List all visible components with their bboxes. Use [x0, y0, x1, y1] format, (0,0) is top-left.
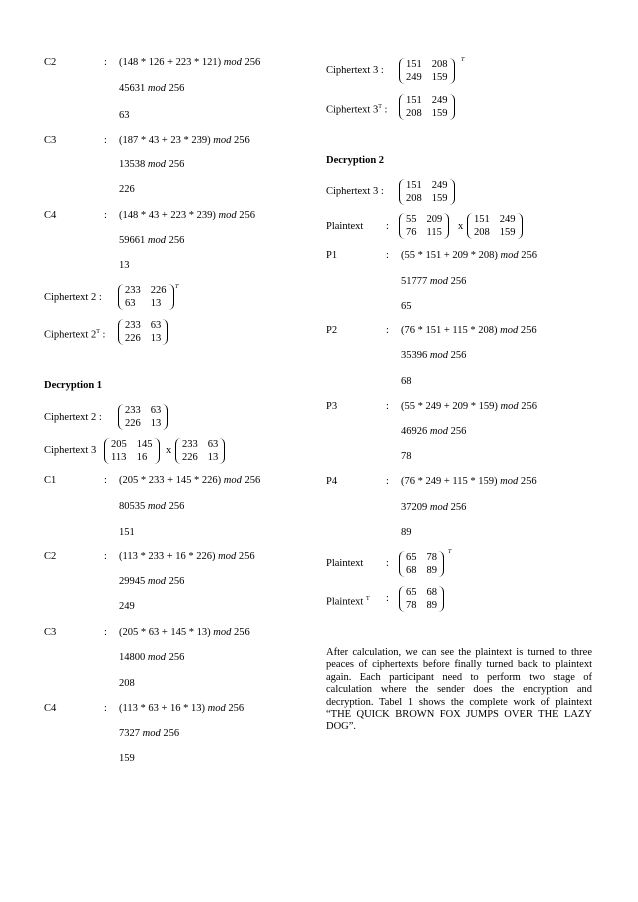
dc4-result: 159: [119, 753, 135, 764]
p4-step1: 37209 mod 256: [401, 502, 467, 513]
multiply-sign: x: [166, 445, 172, 456]
dc2-step1: 29945 mod 256: [119, 576, 185, 587]
colon: :: [386, 325, 389, 336]
colon: :: [386, 476, 389, 487]
c2-step1: 45631 mod 256: [119, 83, 185, 94]
p3-expression: (55 * 249 + 209 * 159) mod 256: [401, 401, 538, 412]
c3-result: 226: [119, 184, 135, 195]
dc2-expression: (113 * 233 + 16 * 226) mod 256: [119, 551, 255, 562]
p3-label: P3: [326, 401, 338, 412]
colon: :: [104, 135, 107, 146]
colon: :: [386, 593, 389, 604]
ciphertext2-matrix: 233 226 63 13: [118, 284, 174, 311]
c2-label: C2: [44, 57, 57, 68]
dc2-result: 249: [119, 601, 135, 612]
plaintext-label: Plaintext: [326, 221, 364, 232]
p4-result: 89: [401, 527, 412, 538]
d1-key-matrix: 205 145 113 16: [104, 438, 160, 465]
dc1-expression: (205 * 233 + 145 * 226) mod 256: [119, 475, 261, 486]
p3-result: 78: [401, 451, 412, 462]
plaintext-key-matrix: 55 209 76 115: [399, 213, 449, 240]
p1-label: P1: [326, 250, 338, 261]
c4-step1: 59661 mod 256: [119, 235, 185, 246]
colon: :: [104, 551, 107, 562]
ciphertext2-label: Ciphertext 2 :: [44, 292, 102, 303]
colon: :: [104, 703, 107, 714]
p4-expression: (76 * 249 + 115 * 159) mod 256: [401, 476, 537, 487]
dc4-expression: (113 * 63 + 16 * 13) mod 256: [119, 703, 245, 714]
ciphertext3-transpose-label: Ciphertext $3^T$ :: [326, 104, 388, 116]
colon: :: [104, 57, 107, 68]
multiply-sign: x: [458, 221, 464, 232]
ciphertext2-transpose-label: Ciphertext $2^T$ :: [44, 329, 106, 341]
dc3-step1: 14800 mod 256: [119, 652, 185, 663]
colon: :: [386, 250, 389, 261]
colon: :: [104, 627, 107, 638]
plaintext-transpose-matrix: 65 68 78 89: [399, 586, 444, 613]
dc1-step1: 80535 mod 256: [119, 501, 185, 512]
dc2-label: C2: [44, 551, 57, 562]
decryption2-heading: Decryption 2: [326, 155, 385, 166]
p1-expression: (55 * 151 + 209 * 208) mod 256: [401, 250, 538, 261]
dc3-label: C3: [44, 627, 57, 638]
d1-ciphertext2-matrix: 233 63 226 13: [118, 404, 168, 431]
d1-ciphertext-matrix: 233 63 226 13: [175, 438, 225, 465]
dc3-expression: (205 * 63 + 145 * 13) mod 256: [119, 627, 250, 638]
decryption1-heading: Decryption 1: [44, 380, 103, 391]
plaintext-transpose-label: Plaintext $^T$: [326, 596, 370, 608]
colon: :: [386, 221, 389, 232]
c2-expression: (148 * 126 + 223 * 121) mod 256: [119, 57, 261, 68]
plaintext-result-label: Plaintext: [326, 558, 364, 569]
p2-step1: 35396 mod 256: [401, 350, 467, 361]
colon: :: [386, 401, 389, 412]
ciphertext2-transpose-matrix: 233 63 226 13: [118, 319, 168, 346]
c4-expression: (148 * 43 + 223 * 239) mod 256: [119, 210, 256, 221]
c3-expression: (187 * 43 + 23 * 239) mod 256: [119, 135, 250, 146]
c4-label: C4: [44, 210, 57, 221]
p3-step1: 46926 mod 256: [401, 426, 467, 437]
p4-label: P4: [326, 476, 338, 487]
colon: :: [386, 558, 389, 569]
c2-result: 63: [119, 110, 130, 121]
transpose-superscript: T: [461, 57, 465, 63]
transpose-superscript: T: [175, 284, 179, 290]
ciphertext3-label: Ciphertext 3 :: [326, 65, 384, 76]
dc1-result: 151: [119, 527, 135, 538]
c3-label: C3: [44, 135, 57, 146]
dc1-label: C1: [44, 475, 57, 486]
plaintext-result-matrix: 65 78 68 89: [399, 551, 444, 578]
d2-ciphertext3-matrix: 151 249 208 159: [399, 179, 455, 206]
transpose-superscript: T: [448, 549, 452, 555]
dc3-result: 208: [119, 678, 135, 689]
colon: :: [104, 475, 107, 486]
d1-ciphertext2-label: Ciphertext 2 :: [44, 412, 102, 423]
p2-label: P2: [326, 325, 338, 336]
c3-step1: 13538 mod 256: [119, 159, 185, 170]
plaintext-cipher-matrix: 151 249 208 159: [467, 213, 523, 240]
c4-result: 13: [119, 260, 130, 271]
colon: :: [104, 210, 107, 221]
p1-step1: 51777 mod 256: [401, 276, 467, 287]
p2-result: 68: [401, 376, 412, 387]
ciphertext3-matrix: 151 208 249 159: [399, 58, 455, 85]
p2-expression: (76 * 151 + 115 * 208) mod 256: [401, 325, 537, 336]
conclusion-paragraph: After calculation, we can see the plaintext is turned to three peaces of ciphertexts before finally turned back to plaintext again. Each participant need to perform two stage of calculation where the sender does the encryption and decryption. Tabel 1 shows the complete work of plaintext “THE QUICK BROWN FOX JUMPS OVER THE LAZY DOG”.: [326, 647, 592, 733]
d2-ciphertext3-label: Ciphertext 3 :: [326, 186, 384, 197]
dc4-label: C4: [44, 703, 57, 714]
dc4-step1: 7327 mod 256: [119, 728, 180, 739]
p1-result: 65: [401, 301, 412, 312]
d1-ciphertext3-label: Ciphertext 3: [44, 445, 97, 456]
ciphertext3-transpose-matrix: 151 249 208 159: [399, 94, 455, 121]
